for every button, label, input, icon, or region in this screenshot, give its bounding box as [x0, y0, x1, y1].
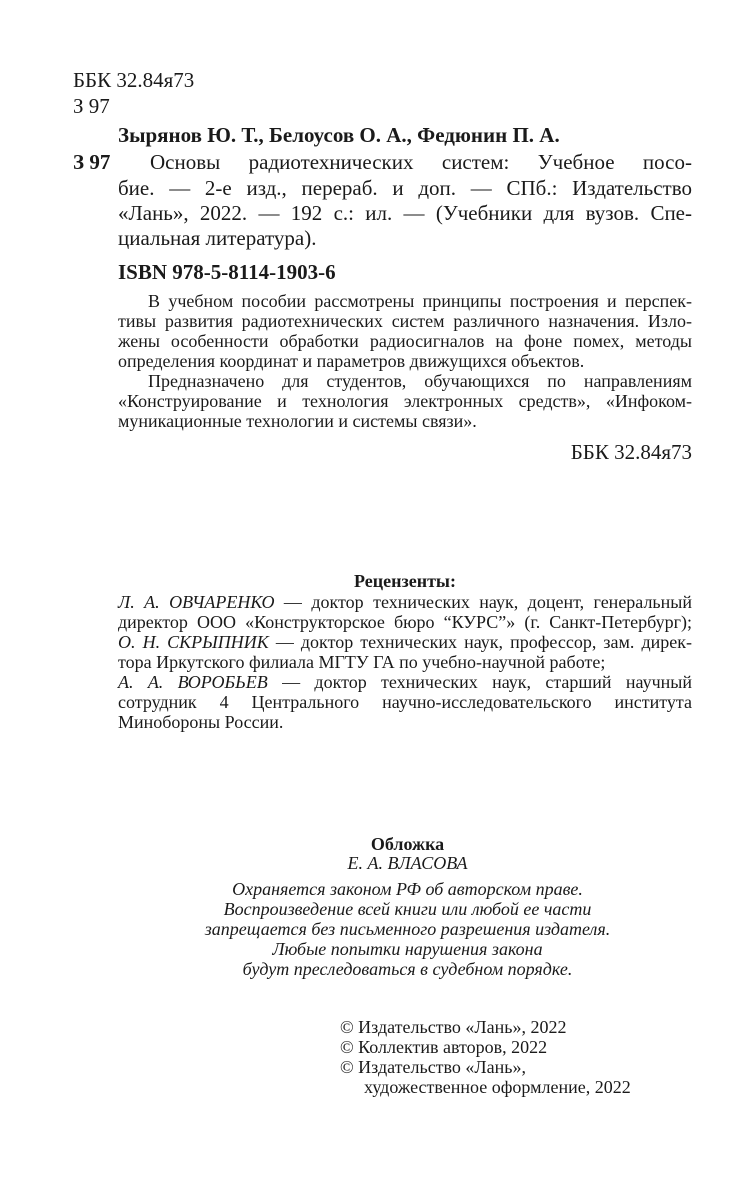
reviewers-title: Рецензенты: — [354, 571, 456, 591]
authors: Зырянов Ю. Т., Белоусов О. А., Федюнин П. А. — [118, 123, 560, 147]
cover-artist: Е. А. ВЛАСОВА — [347, 853, 468, 873]
abstract-line: жены особенности обработки радиосигналов на фоне помех, методы — [118, 331, 692, 351]
notice-line: Любые попытки нарушения закона — [272, 939, 543, 959]
abstract-line: тивы развития радиотехнических систем различного назначения. Изло- — [118, 311, 692, 331]
reviewer-text: — доктор технических наук, профессор, зам. дирек- — [268, 632, 692, 652]
bib-line: «Лань», 2022. — 192 с.: ил. — (Учебники для вузов. Спе- — [118, 201, 692, 225]
notice-line: Воспроизведение всей книги или любой ее части — [223, 899, 592, 919]
reviewer-line — [118, 633, 692, 651]
bbk-right: ББК 32.84я73 — [570, 440, 692, 464]
reviewer-line: сотрудник 4 Центрального научно-исследовательского института — [118, 692, 692, 712]
copyright-line: © Коллектив авторов, 2022 — [340, 1037, 548, 1057]
reviewer-line — [118, 593, 692, 611]
copyright-line: художественное оформление, 2022 — [364, 1077, 631, 1097]
notice-line: запрещается без письменного разрешения издателя. — [204, 919, 611, 939]
reviewer-line: тора Иркутского филиала МГТУ ГА по учебно-научной работе; — [118, 652, 606, 672]
copyright-line: © Издательство «Лань», 2022 — [340, 1017, 567, 1037]
reviewer-line: Минобороны России. — [118, 712, 284, 732]
bib-line: Основы радиотехнических систем: Учебное посо- — [150, 150, 692, 174]
reviewer-text: — доктор технических наук, старший научный — [267, 672, 692, 692]
abstract-line: В учебном пособии рассмотрены принципы построения и перспек- — [148, 291, 692, 311]
abstract-line: «Конструирование и технология электронных средств», «Инфоком- — [118, 391, 692, 411]
abstract-line: определения координат и параметров движущихся объектов. — [118, 351, 585, 371]
abstract-line: муникационные технологии и системы связи». — [118, 411, 477, 431]
reviewer-name: А. А. ВОРОБЬЕВ — [118, 672, 268, 692]
bib-line: бие. — 2-е изд., перераб. и доп. — СПб.: Издательство — [118, 176, 692, 200]
bib-line: циальная литература). — [118, 226, 317, 250]
author-mark: З 97 — [73, 94, 110, 118]
abstract-line: Предназначено для студентов, обучающихся по направлениям — [148, 371, 692, 391]
reviewer-line — [118, 673, 692, 691]
reviewer-name: Л. А. ОВЧАРЕНКО — [118, 592, 275, 612]
author-mark-bold: З 97 — [73, 150, 111, 174]
copyright-line: © Издательство «Лань», — [340, 1057, 526, 1077]
reviewer-name: О. Н. СКРЫПНИК — [118, 632, 269, 652]
notice-line: будут преследоваться в судебном порядке. — [242, 959, 573, 979]
isbn: ISBN 978-5-8114-1903-6 — [118, 260, 336, 284]
cover-title: Обложка — [370, 834, 445, 854]
reviewer-line: директор ООО «Конструкторское бюро “КУРС”» (г. Санкт-Петербург); — [118, 612, 692, 632]
reviewer-text: — доктор технических наук, доцент, генеральный — [274, 592, 693, 612]
notice-line: Охраняется законом РФ об авторском праве. — [232, 879, 583, 899]
bbk-code: ББК 32.84я73 — [73, 68, 195, 92]
